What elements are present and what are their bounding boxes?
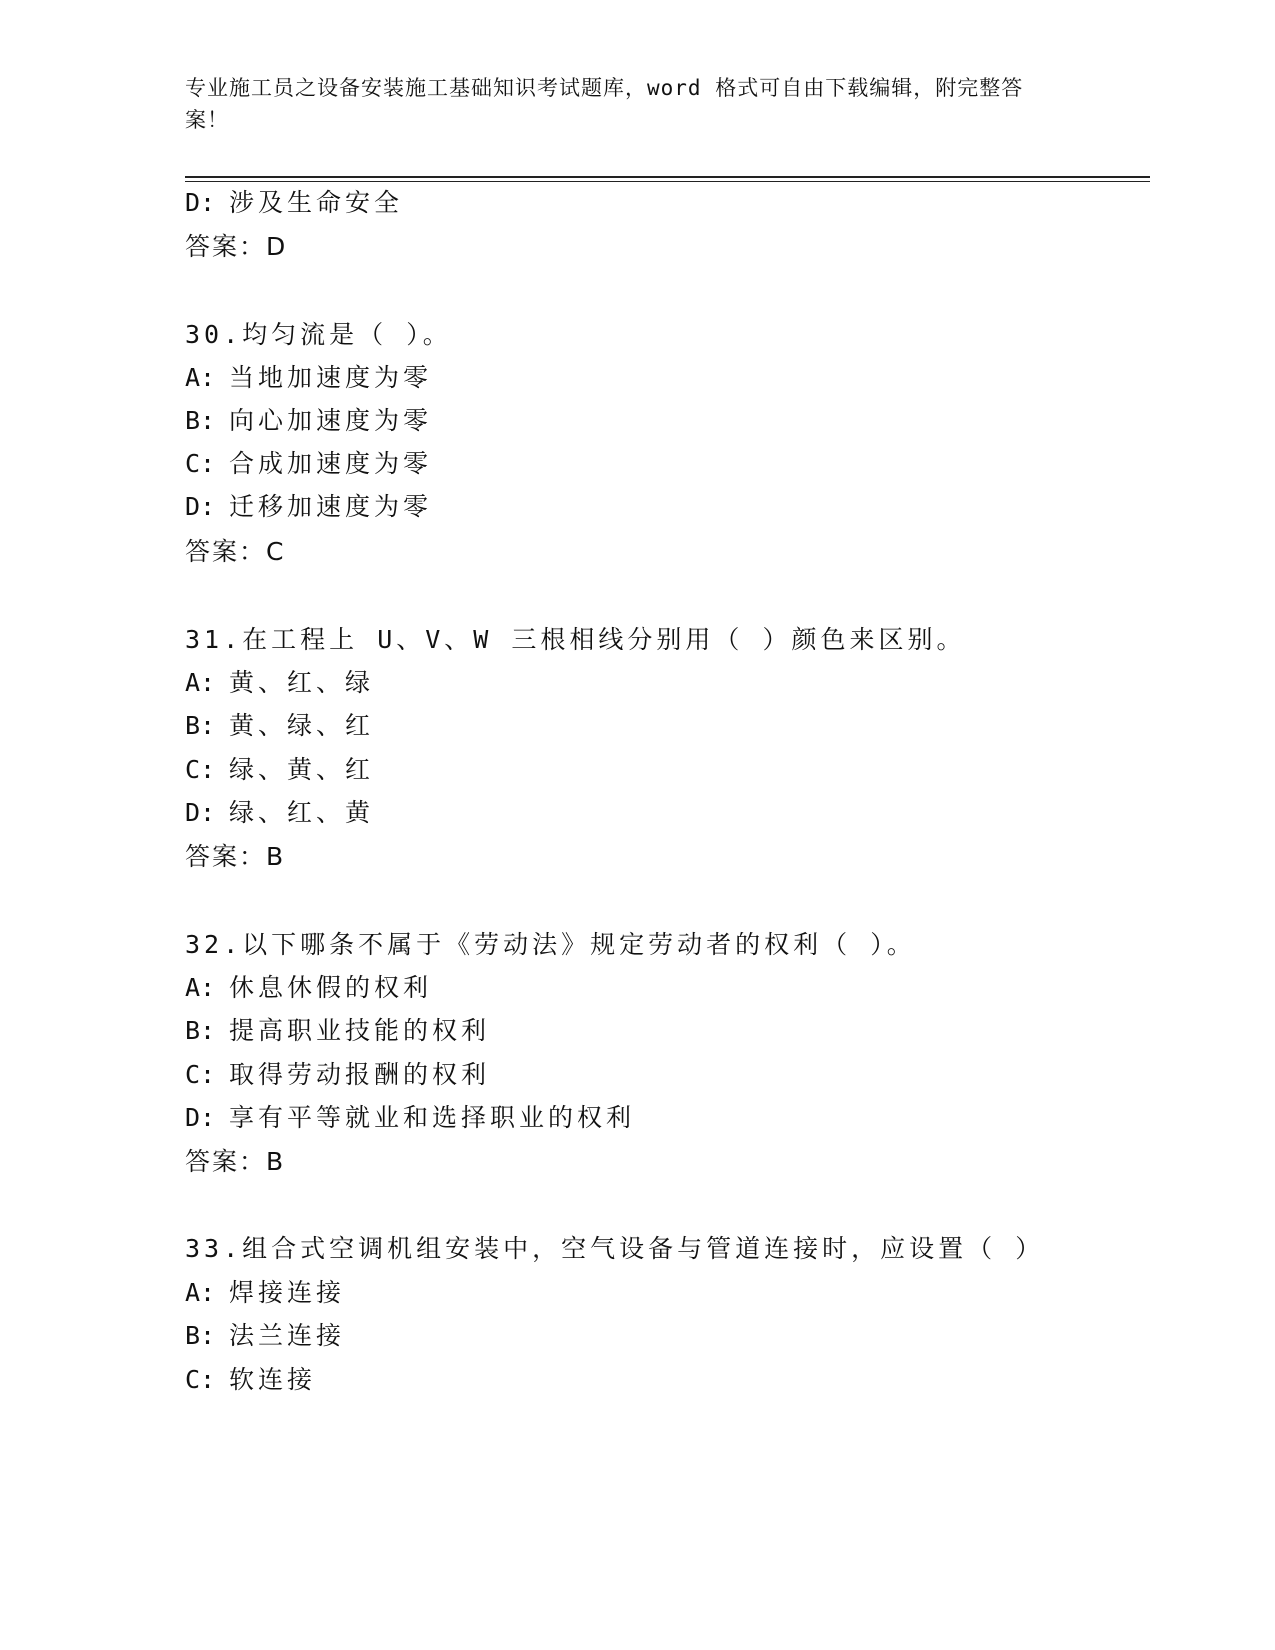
document-header: 专业施工员之设备安装施工基础知识考试题库，word 格式可自由下载编辑，附完整答案！ bbox=[185, 76, 1024, 132]
question-33-option-b bbox=[185, 1321, 345, 1351]
option-text: 软连接 bbox=[229, 1365, 317, 1394]
option-label: B: bbox=[185, 406, 216, 435]
option-label: D: bbox=[185, 188, 216, 217]
question-32-answer: 答案：B bbox=[185, 1147, 286, 1176]
question-32-option-c bbox=[185, 1060, 490, 1090]
option-text: 黄、绿、红 bbox=[229, 711, 375, 740]
question-30-option-d bbox=[185, 492, 432, 522]
option-text: 涉及生命安全 bbox=[229, 188, 404, 217]
option-text: 休息休假的权利 bbox=[229, 973, 433, 1002]
option-text: 享有平等就业和选择职业的权利 bbox=[229, 1103, 636, 1132]
question-32-stem: 32.以下哪条不属于《劳动法》规定劳动者的权利（ ）。 bbox=[185, 930, 916, 959]
question-32-option-b bbox=[185, 1016, 490, 1046]
option-label: C: bbox=[185, 1365, 216, 1394]
option-label: B: bbox=[185, 1016, 216, 1045]
question-31-option-b bbox=[185, 711, 374, 741]
question-30-stem: 30.均匀流是（ ）。 bbox=[185, 320, 452, 349]
option-text: 黄、红、绿 bbox=[229, 668, 375, 697]
option-text: 迁移加速度为零 bbox=[229, 492, 433, 521]
question-31-answer: 答案：B bbox=[185, 842, 286, 871]
option-label: C: bbox=[185, 449, 216, 478]
question-32-option-d bbox=[185, 1103, 635, 1133]
option-text: 提高职业技能的权利 bbox=[229, 1016, 491, 1045]
option-label: C: bbox=[185, 755, 216, 784]
option-label: D: bbox=[185, 492, 216, 521]
option-text: 合成加速度为零 bbox=[229, 449, 433, 478]
option-label: B: bbox=[185, 1321, 216, 1350]
header-divider-thick bbox=[185, 176, 1150, 178]
option-label: A: bbox=[185, 973, 216, 1002]
question-30-answer: 答案：C bbox=[185, 537, 286, 566]
option-label: B: bbox=[185, 711, 216, 740]
question-30-option-c bbox=[185, 449, 432, 479]
option-text: 取得劳动报酬的权利 bbox=[229, 1060, 491, 1089]
option-text: 绿、黄、红 bbox=[229, 755, 375, 784]
question-31-option-c bbox=[185, 755, 374, 785]
question-33-option-a bbox=[185, 1278, 345, 1308]
option-text: 当地加速度为零 bbox=[229, 363, 433, 392]
header-divider-thin bbox=[185, 181, 1150, 182]
option-text: 焊接连接 bbox=[229, 1278, 346, 1307]
option-label: A: bbox=[185, 1278, 216, 1307]
option-text: 向心加速度为零 bbox=[229, 406, 433, 435]
question-31-option-a bbox=[185, 668, 374, 698]
question-30-option-b bbox=[185, 406, 432, 436]
question-32-option-a bbox=[185, 973, 432, 1003]
question-30-option-a bbox=[185, 363, 432, 393]
option-label: D: bbox=[185, 1103, 216, 1132]
option-text: 绿、红、黄 bbox=[229, 798, 375, 827]
option-text: 法兰连接 bbox=[229, 1321, 346, 1350]
option-label: D: bbox=[185, 798, 216, 827]
question-33-stem: 33.组合式空调机组安装中，空气设备与管道连接时，应设置（ ） bbox=[185, 1234, 1045, 1263]
option-label: C: bbox=[185, 1060, 216, 1089]
question-33-option-c bbox=[185, 1365, 316, 1395]
question-31-stem: 31.在工程上 U、V、W 三根相线分别用（ ）颜色来区别。 bbox=[185, 625, 966, 654]
answer-prev: 答案：D bbox=[185, 232, 288, 261]
option-label: A: bbox=[185, 668, 216, 697]
question-31-option-d bbox=[185, 798, 374, 828]
option-d-prev bbox=[185, 188, 403, 218]
option-label: A: bbox=[185, 363, 216, 392]
